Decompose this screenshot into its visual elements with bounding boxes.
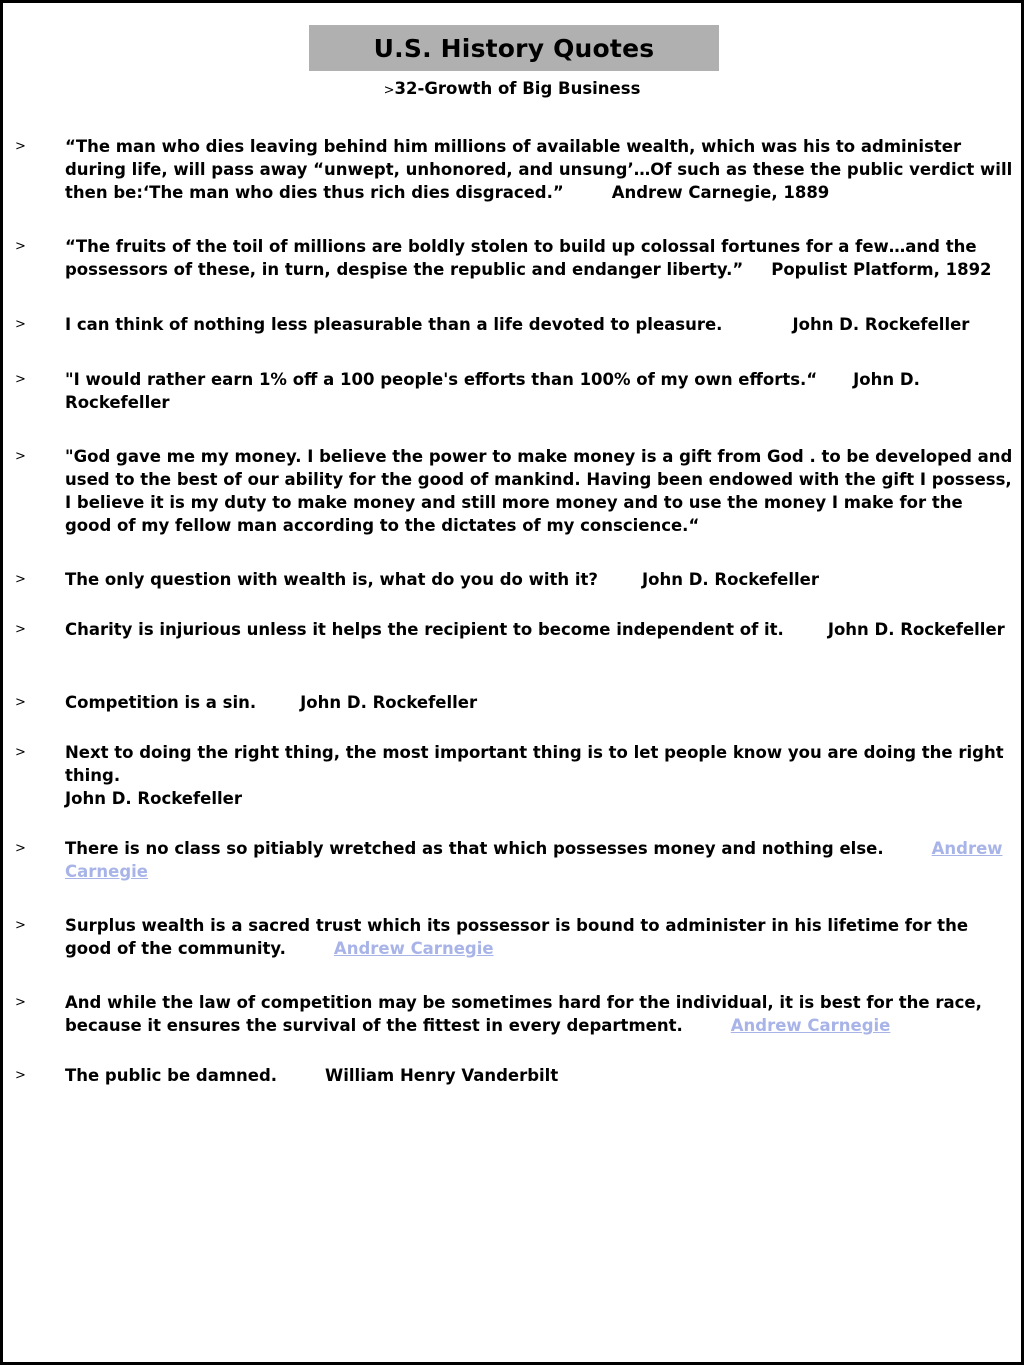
- quote-item: [65, 1064, 1013, 1087]
- page-title: U.S. History Quotes: [309, 25, 719, 71]
- author-link[interactable]: Andrew Carnegie: [730, 1016, 891, 1035]
- quote-item: [65, 313, 1013, 336]
- quote-item: [65, 837, 1013, 883]
- quote-item: [65, 568, 1013, 591]
- quote-item: [65, 618, 1013, 641]
- page-subtitle: [3, 79, 1021, 98]
- bullet-marker: >: [15, 239, 26, 254]
- bullet-marker: >: [15, 745, 26, 760]
- quote-text: “The man who dies leaving behind him millions of available wealth, which was his to administer during life, will pass away “unwept, unhonored, and unsung’…Of such as these the public verdict will then be:‘The man who dies thus rich dies disgraced.”: [65, 137, 1013, 202]
- quote-author: Populist Platform, 1892: [771, 260, 992, 279]
- quote-author: John D. Rockefeller: [65, 370, 920, 412]
- bullet-marker: >: [15, 695, 26, 710]
- quote-item: [65, 368, 1013, 414]
- bullet-marker: >: [15, 572, 26, 587]
- quote-text: I can think of nothing less pleasurable than a life devoted to pleasure.: [65, 315, 723, 334]
- quote-text: There is no class so pitiably wretched as that which possesses money and nothing else.: [65, 839, 884, 858]
- quote-item: [65, 741, 1013, 810]
- quote-text: “The fruits of the toil of millions are boldly stolen to build up colossal fortunes for a few…and the possessors of these, in turn, despise the republic and endanger liberty.”: [65, 237, 977, 279]
- bullet-marker: >: [15, 317, 26, 332]
- author-link[interactable]: Andrew Carnegie: [333, 939, 494, 958]
- quote-author: William Henry Vanderbilt: [325, 1066, 559, 1085]
- bullet-marker: >: [15, 841, 26, 856]
- quote-item: [65, 445, 1013, 537]
- quote-text: Competition is a sin.: [65, 693, 257, 712]
- quote-item: [65, 991, 1013, 1037]
- bullet-marker: >: [15, 372, 26, 387]
- bullet-marker: >: [15, 622, 26, 637]
- quote-text: And while the law of competition may be sometimes hard for the individual, it is best for the race, because it ensures the survival of the fittest in every department.: [65, 993, 982, 1035]
- bullet-marker: >: [15, 995, 26, 1010]
- quote-text: "God gave me my money. I believe the power to make money is a gift from God . to be developed and used to the best of our ability for the good of mankind. Having been endowed with the gift I possess, I believe it is my duty to make money and still more money and to use the money I make for the good of my fellow man according to the dictates of my conscience.“: [65, 447, 1013, 535]
- quote-item: [65, 691, 1013, 714]
- bullet-marker: >: [15, 449, 26, 464]
- quote-author: John D. Rockefeller: [827, 620, 1005, 639]
- quote-text: Next to doing the right thing, the most important thing is to let people know you are doing the right thing.: [65, 743, 1004, 785]
- quote-text: Charity is injurious unless it helps the recipient to become independent of it.: [65, 620, 784, 639]
- quote-author: John D. Rockefeller: [792, 315, 970, 334]
- bullet-marker: >: [15, 918, 26, 933]
- bullet-marker: >: [383, 83, 395, 98]
- author-link[interactable]: Andrew Carnegie: [65, 839, 1003, 881]
- quote-author: John D. Rockefeller: [642, 570, 819, 589]
- quote-item: [65, 914, 1013, 960]
- quote-author: John D. Rockefeller: [65, 789, 242, 808]
- quote-author: Andrew Carnegie, 1889: [611, 183, 830, 202]
- quote-text: Surplus wealth is a sacred trust which its possessor is bound to administer in his lifetime for the good of the community.: [65, 916, 969, 958]
- quote-text: The only question with wealth is, what do you do with it?: [65, 570, 598, 589]
- bullet-marker: >: [15, 1068, 26, 1083]
- quote-item: [65, 135, 1013, 204]
- bullet-marker: >: [15, 139, 26, 154]
- quote-author: John D. Rockefeller: [300, 693, 478, 712]
- quote-text: "I would rather earn 1% off a 100 people's efforts than 100% of my own efforts.“: [65, 370, 818, 389]
- subtitle-text: 32-Growth of Big Business: [394, 79, 641, 98]
- quote-text: The public be damned.: [65, 1066, 278, 1085]
- quote-item: [65, 235, 1013, 281]
